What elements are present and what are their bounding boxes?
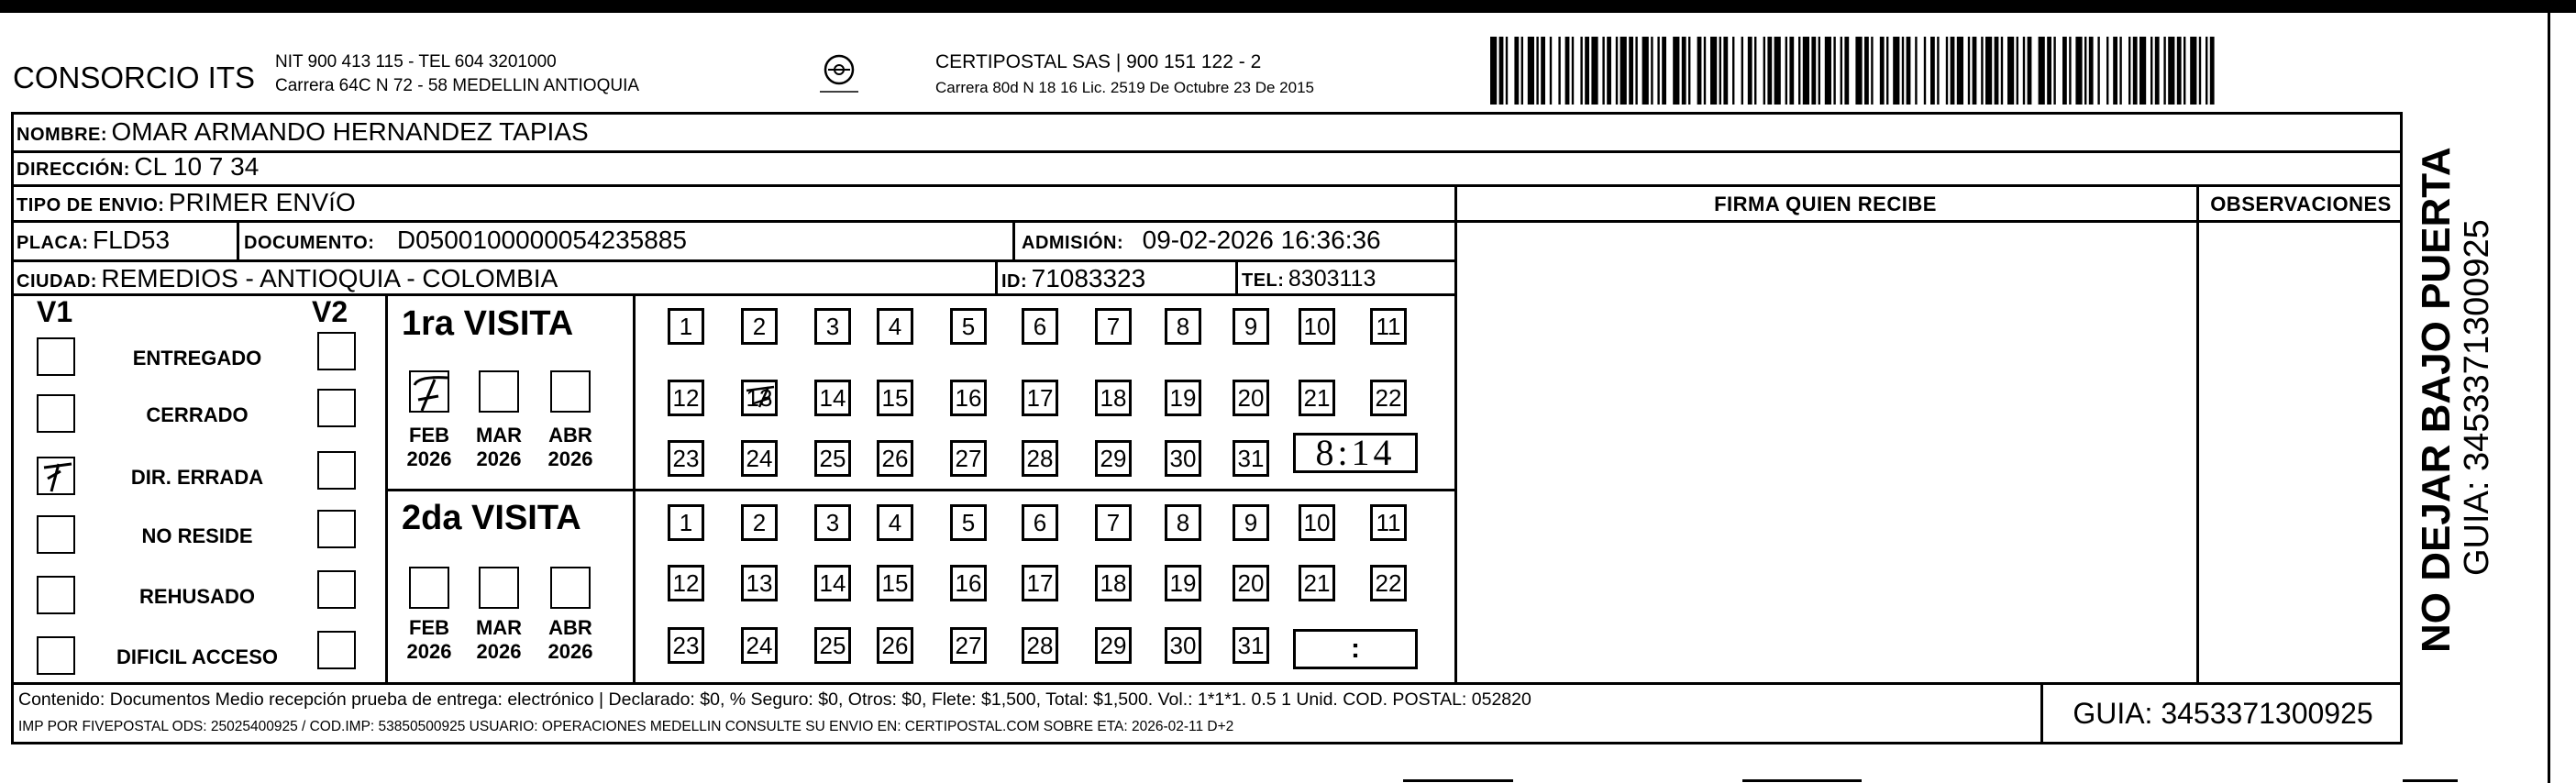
day-number: 25 xyxy=(819,445,846,472)
second-visit-day-10[interactable] xyxy=(1299,504,1335,541)
row-line xyxy=(11,184,2403,187)
day-number: 14 xyxy=(819,384,846,412)
second-visit-day-24[interactable] xyxy=(741,627,778,664)
id-value: 71083323 xyxy=(1031,264,1146,292)
month-name: FEB xyxy=(409,424,449,447)
placa-value: FLD53 xyxy=(93,226,171,254)
first-visit-day-24[interactable] xyxy=(741,440,778,477)
day-number: 11 xyxy=(1376,313,1401,340)
checkmark-icon xyxy=(39,458,77,497)
id-label: ID: xyxy=(1001,271,1028,292)
day-number: 22 xyxy=(1375,569,1402,597)
nombre-row xyxy=(17,117,589,147)
second-visit-day-27[interactable] xyxy=(950,627,987,664)
second-visit-time: : xyxy=(1351,634,1360,664)
row-line xyxy=(11,220,1454,223)
day-number: 2 xyxy=(752,313,767,340)
first-visit-day-14[interactable] xyxy=(814,380,851,416)
v2-checkbox[interactable] xyxy=(317,510,356,548)
first-visit-month-checkbox[interactable] xyxy=(409,370,449,413)
row-line xyxy=(11,150,2403,153)
month-name: FEB xyxy=(409,616,449,639)
day-number: 4 xyxy=(888,313,902,340)
documento-cell xyxy=(244,226,687,255)
status-label: DIR. ERRADA xyxy=(130,466,264,489)
tipo-label: TIPO DE ENVIO: xyxy=(17,195,165,215)
first-visit-month-label xyxy=(545,424,596,471)
second-visit-day-17[interactable] xyxy=(1022,565,1058,601)
month-name: MAR xyxy=(475,616,523,639)
first-visit-time-box[interactable] xyxy=(1293,433,1418,473)
day-number: 16 xyxy=(955,384,982,412)
first-visit-day-19[interactable] xyxy=(1165,380,1201,416)
first-visit-day-11[interactable] xyxy=(1370,308,1407,345)
first-visit-day-29[interactable] xyxy=(1095,440,1132,477)
status-label: DIFICIL ACCESO xyxy=(116,645,278,668)
bottom-mark xyxy=(2403,779,2458,782)
first-visit-day-8[interactable] xyxy=(1165,308,1201,345)
second-visit-day-5[interactable] xyxy=(950,504,987,541)
second-visit-month-checkbox[interactable] xyxy=(409,567,449,609)
first-visit-day-17[interactable] xyxy=(1022,380,1058,416)
status-label: REHUSADO xyxy=(139,585,255,608)
ciudad-cell xyxy=(17,264,558,293)
barcode xyxy=(1490,37,2224,105)
tel-value: 8303113 xyxy=(1288,266,1376,292)
day-number: 27 xyxy=(955,632,982,659)
second-visit-month-checkbox[interactable] xyxy=(479,567,519,609)
day-number: 9 xyxy=(1244,313,1258,340)
second-visit-day-19[interactable] xyxy=(1165,565,1201,601)
day-number: 15 xyxy=(881,384,909,412)
right-edge-line xyxy=(2548,13,2550,783)
day-number: 19 xyxy=(1169,569,1197,597)
day-number: 3 xyxy=(825,509,840,536)
second-visit-day-30[interactable] xyxy=(1165,627,1201,664)
day-number: 28 xyxy=(1026,445,1054,472)
month-year: 2026 xyxy=(476,447,522,470)
first-visit-day-31[interactable] xyxy=(1233,440,1269,477)
day-number: 31 xyxy=(1237,632,1265,659)
first-visit-time: 8:14 xyxy=(1315,432,1396,473)
day-number: 10 xyxy=(1303,313,1331,340)
first-visit-month-label xyxy=(473,424,525,471)
day-number: 14 xyxy=(819,569,846,597)
second-visit-day-3[interactable] xyxy=(814,504,851,541)
day-number: 26 xyxy=(881,445,909,472)
day-number: 29 xyxy=(1100,632,1127,659)
second-visit-day-28[interactable] xyxy=(1022,627,1058,664)
day-number: 30 xyxy=(1169,632,1197,659)
day-number: 22 xyxy=(1375,384,1402,412)
second-visit-day-8[interactable] xyxy=(1165,504,1201,541)
first-visit-day-13[interactable] xyxy=(741,380,778,416)
col-line xyxy=(237,223,239,261)
day-number: 27 xyxy=(955,445,982,472)
month-year: 2026 xyxy=(547,447,593,470)
second-visit-day-9[interactable] xyxy=(1233,504,1269,541)
day-number: 6 xyxy=(1033,509,1047,536)
first-visit-day-6[interactable] xyxy=(1022,308,1058,345)
second-visit-day-22[interactable] xyxy=(1370,565,1407,601)
first-visit-day-16[interactable] xyxy=(950,380,987,416)
direccion-value: CL 10 7 34 xyxy=(134,152,260,181)
day-number: 10 xyxy=(1303,509,1331,536)
status-label: CERRADO xyxy=(146,403,249,426)
day-number: 9 xyxy=(1244,509,1258,536)
first-visit-month-label xyxy=(404,424,455,471)
footer-line xyxy=(11,682,2403,685)
v2-checkbox[interactable] xyxy=(317,389,356,427)
day-number: 2 xyxy=(752,509,767,536)
month-name: ABR xyxy=(548,424,592,447)
day-number: 31 xyxy=(1237,445,1265,472)
ciudad-value: REMEDIOS - ANTIOQUIA - COLOMBIA xyxy=(101,264,558,292)
footer-guia: GUIA: 3453371300925 xyxy=(2073,697,2373,730)
day-number: 4 xyxy=(888,509,902,536)
first-visit-day-30[interactable] xyxy=(1165,440,1201,477)
day-number: 20 xyxy=(1237,384,1265,412)
first-visit-day-25[interactable] xyxy=(814,440,851,477)
first-visit-day-7[interactable] xyxy=(1095,308,1132,345)
day-number: 21 xyxy=(1303,384,1331,412)
day-number: 15 xyxy=(881,569,909,597)
day-number: 13 xyxy=(746,384,773,412)
nombre-value: OMAR ARMANDO HERNANDEZ TAPIAS xyxy=(111,117,589,146)
v1-checkbox[interactable] xyxy=(37,337,75,376)
day-number: 19 xyxy=(1169,384,1197,412)
v2-checkbox[interactable] xyxy=(317,451,356,490)
tipo-value: PRIMER ENVíO xyxy=(168,188,356,216)
second-visit-day-31[interactable] xyxy=(1233,627,1269,664)
first-visit-day-15[interactable] xyxy=(877,380,913,416)
day-number: 24 xyxy=(746,632,773,659)
col-line xyxy=(995,262,998,295)
first-visit-day-9[interactable] xyxy=(1233,308,1269,345)
day-number: 23 xyxy=(672,445,700,472)
second-visit-day-13[interactable] xyxy=(741,565,778,601)
second-visit-month-checkbox[interactable] xyxy=(550,567,591,609)
second-visit-title: 2da VISITA xyxy=(402,499,581,537)
certipostal-logo xyxy=(814,51,864,101)
status-label: NO RESIDE xyxy=(141,524,253,547)
second-visit-day-1[interactable] xyxy=(668,504,704,541)
v1-checkbox[interactable] xyxy=(37,457,75,495)
second-visit-day-15[interactable] xyxy=(877,565,913,601)
first-visit-day-22[interactable] xyxy=(1370,380,1407,416)
day-number: 17 xyxy=(1026,569,1054,597)
footer-line-2: IMP POR FIVEPOSTAL ODS: 25025400925 / COD.IMP: 53850500925 USUARIO: OPERACIONES MEDELLIN CONSULTE SU ENVIO EN: CERTIPOSTAL.COM SOBRE ETA: 2026-02-11 D+2 xyxy=(18,719,1234,734)
first-visit-day-28[interactable] xyxy=(1022,440,1058,477)
certipostal-info-2: Carrera 80d N 18 16 Lic. 2519 De Octubre 23 De 2015 xyxy=(935,79,1314,96)
col-line xyxy=(1235,262,1238,295)
checkmark-icon xyxy=(411,372,451,414)
month-name: MAR xyxy=(475,424,523,447)
observaciones-header: OBSERVACIONES xyxy=(2210,193,2392,215)
second-visit-day-18[interactable] xyxy=(1095,565,1132,601)
day-number: 26 xyxy=(881,632,909,659)
placa-label: PLACA: xyxy=(17,233,89,253)
v1-checkbox[interactable] xyxy=(37,576,75,614)
day-number: 29 xyxy=(1100,445,1127,472)
footer-line-1: Contenido: Documentos Medio recepción prueba de entrega: electrónico | Declarado: $0, % Seguro: $0, Otros: $0, Flete: $1,500, Total: $1,500. Vol.: 1*1*1. 0.5 1 Unid. COD. POSTAL: 052820 xyxy=(18,689,1531,710)
admision-cell xyxy=(1022,226,1381,255)
tipo-row xyxy=(17,188,356,217)
top-border xyxy=(0,0,2576,13)
first-visit-day-10[interactable] xyxy=(1299,308,1335,345)
direccion-label: DIRECCIÓN: xyxy=(17,160,130,180)
day-number: 23 xyxy=(672,632,700,659)
v1-label: V1 xyxy=(37,295,73,328)
day-number: 21 xyxy=(1303,569,1331,597)
second-visit-day-7[interactable] xyxy=(1095,504,1132,541)
first-visit-day-20[interactable] xyxy=(1233,380,1269,416)
day-number: 7 xyxy=(1106,509,1121,536)
second-visit-time-box[interactable] xyxy=(1293,629,1418,669)
first-visit-day-21[interactable] xyxy=(1299,380,1335,416)
day-number: 1 xyxy=(679,509,693,536)
first-visit-day-27[interactable] xyxy=(950,440,987,477)
day-number: 13 xyxy=(746,569,773,597)
first-visit-title: 1ra VISITA xyxy=(402,304,574,343)
day-number: 20 xyxy=(1237,569,1265,597)
placa-cell xyxy=(17,226,170,255)
first-visit-day-1[interactable] xyxy=(668,308,704,345)
second-visit-month-label xyxy=(404,616,455,664)
second-visit-day-25[interactable] xyxy=(814,627,851,664)
company-nit: NIT 900 413 115 - TEL 604 3201000 xyxy=(275,52,557,72)
day-number: 12 xyxy=(672,569,700,597)
side-guia: GUIA: 3453371300925 xyxy=(2458,219,2496,576)
month-year: 2026 xyxy=(547,640,593,663)
day-number: 17 xyxy=(1026,384,1054,412)
month-name: ABR xyxy=(548,616,592,639)
second-visit-day-16[interactable] xyxy=(950,565,987,601)
day-number: 12 xyxy=(672,384,700,412)
day-number: 7 xyxy=(1106,313,1121,340)
id-cell xyxy=(1001,264,1145,293)
day-number: 8 xyxy=(1176,313,1190,340)
v2-checkbox[interactable] xyxy=(317,631,356,669)
day-number: 18 xyxy=(1100,384,1127,412)
first-visit-day-3[interactable] xyxy=(814,308,851,345)
day-number: 8 xyxy=(1176,509,1190,536)
company-name: CONSORCIO ITS xyxy=(13,61,256,94)
direccion-row xyxy=(17,152,259,182)
v1-checkbox[interactable] xyxy=(37,636,75,675)
first-visit-day-5[interactable] xyxy=(950,308,987,345)
second-visit-day-4[interactable] xyxy=(877,504,913,541)
day-number: 28 xyxy=(1026,632,1054,659)
v1-checkbox[interactable] xyxy=(37,394,75,433)
first-visit-day-18[interactable] xyxy=(1095,380,1132,416)
documento-label: DOCUMENTO: xyxy=(244,233,375,253)
day-number: 6 xyxy=(1033,313,1047,340)
day-number: 5 xyxy=(961,509,976,536)
second-visit-month-label xyxy=(545,616,596,664)
admision-label: ADMISIÓN: xyxy=(1022,233,1124,253)
day-number: 25 xyxy=(819,632,846,659)
no-dejar-bajo-puerta: NO DEJAR BAJO PUERTA xyxy=(2414,147,2459,653)
v2-checkbox[interactable] xyxy=(317,570,356,609)
second-visit-day-11[interactable] xyxy=(1370,504,1407,541)
tel-cell xyxy=(1242,266,1376,292)
firma-header: FIRMA QUIEN RECIBE xyxy=(1714,193,1937,215)
day-number: 11 xyxy=(1376,509,1401,536)
second-visit-day-2[interactable] xyxy=(741,504,778,541)
second-visit-day-12[interactable] xyxy=(668,565,704,601)
second-visit-day-14[interactable] xyxy=(814,565,851,601)
first-visit-month-checkbox[interactable] xyxy=(479,370,519,413)
v2-checkbox[interactable] xyxy=(317,332,356,370)
v1-checkbox[interactable] xyxy=(37,515,75,554)
checkmark-icon xyxy=(741,380,778,416)
first-visit-day-12[interactable] xyxy=(668,380,704,416)
day-number: 1 xyxy=(679,313,693,340)
status-label: ENTREGADO xyxy=(132,347,262,369)
bottom-mark xyxy=(1403,779,1513,782)
bottom-mark xyxy=(1742,779,1862,782)
month-year: 2026 xyxy=(406,447,452,470)
v2-label: V2 xyxy=(312,295,348,328)
first-visit-month-checkbox[interactable] xyxy=(550,370,591,413)
certipostal-info-1: CERTIPOSTAL SAS | 900 151 122 - 2 xyxy=(935,51,1262,72)
visit-divider xyxy=(385,489,1454,491)
second-visit-day-29[interactable] xyxy=(1095,627,1132,664)
second-visit-day-6[interactable] xyxy=(1022,504,1058,541)
row-line xyxy=(1454,220,2403,223)
first-visit-day-2[interactable] xyxy=(741,308,778,345)
day-number: 16 xyxy=(955,569,982,597)
tel-label: TEL: xyxy=(1242,270,1285,291)
first-visit-day-26[interactable] xyxy=(877,440,913,477)
day-number: 3 xyxy=(825,313,840,340)
first-visit-day-4[interactable] xyxy=(877,308,913,345)
second-visit-day-20[interactable] xyxy=(1233,565,1269,601)
documento-value: D0500100000054235885 xyxy=(396,226,687,254)
col-line xyxy=(1012,223,1015,261)
col-line xyxy=(1454,184,1457,684)
col-line xyxy=(2196,184,2199,684)
day-number: 18 xyxy=(1100,569,1127,597)
company-address: Carrera 64C N 72 - 58 MEDELLIN ANTIOQUIA xyxy=(275,76,640,95)
ciudad-label: CIUDAD: xyxy=(17,271,97,292)
admision-value: 09-02-2026 16:36:36 xyxy=(1142,226,1381,254)
day-number: 5 xyxy=(961,313,976,340)
second-visit-day-26[interactable] xyxy=(877,627,913,664)
second-visit-month-label xyxy=(473,616,525,664)
second-visit-day-23[interactable] xyxy=(668,627,704,664)
month-year: 2026 xyxy=(406,640,452,663)
day-number: 24 xyxy=(746,445,773,472)
day-number: 30 xyxy=(1169,445,1197,472)
nombre-label: NOMBRE: xyxy=(17,125,108,145)
month-year: 2026 xyxy=(476,640,522,663)
first-visit-day-23[interactable] xyxy=(668,440,704,477)
second-visit-day-21[interactable] xyxy=(1299,565,1335,601)
